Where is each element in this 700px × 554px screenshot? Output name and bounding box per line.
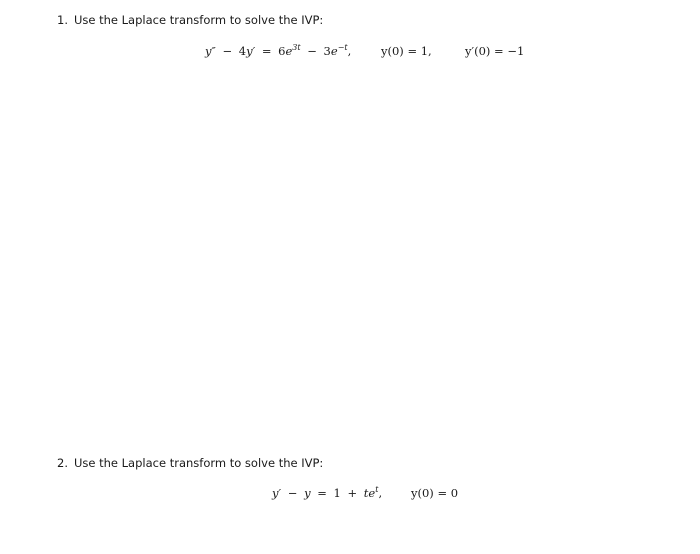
ode-exp-base: e [285,44,293,58]
initial-condition-text: y′(0) = −1 [465,44,525,58]
ode-operator: − [222,44,233,58]
ode-comma: , [347,44,352,58]
ode-term: y′ [246,44,256,58]
ode-term: y″ [205,44,216,58]
ode-exp-base: e [330,44,338,58]
problem-2-heading [57,456,323,470]
problem-1-heading [57,13,323,27]
ode-coefficient: 6 [278,44,286,58]
problem-1-initial-condition-1 [381,44,432,58]
problem-2-initial-condition-1 [411,486,458,500]
problem-2-ode [272,486,382,500]
problem-1-ode [205,44,351,58]
ode-coefficient: 4 [238,44,247,58]
problem-1-prompt: Use the Laplace transform to solve the IVP: [73,13,324,27]
problem-1-initial-condition-2 [465,44,524,58]
ode-exponent: −t [337,43,348,52]
problem-2-number: 2. [57,456,68,470]
ode-operator: − [307,44,317,58]
problem-2-prompt: Use the Laplace transform to solve the IVP: [73,456,324,470]
ode-operator: − [287,486,298,500]
ode-exponent: 3t [292,43,301,52]
ode-term: y [304,486,311,500]
ode-operator: + [347,486,358,500]
ode-constant: 1 [333,486,341,500]
ode-coefficient: t [363,486,369,500]
initial-condition-text: y(0) = 1, [381,44,432,58]
ode-coefficient: 3 [323,44,331,58]
ode-term: y′ [272,486,282,500]
ode-equals: = [261,44,272,58]
problem-1-number: 1. [57,13,68,27]
ode-comma: , [378,486,383,500]
ode-exponent: t [375,485,379,494]
ode-exp-base: e [368,486,376,500]
initial-condition-text: y(0) = 0 [411,486,459,500]
ode-equals: = [317,486,327,500]
